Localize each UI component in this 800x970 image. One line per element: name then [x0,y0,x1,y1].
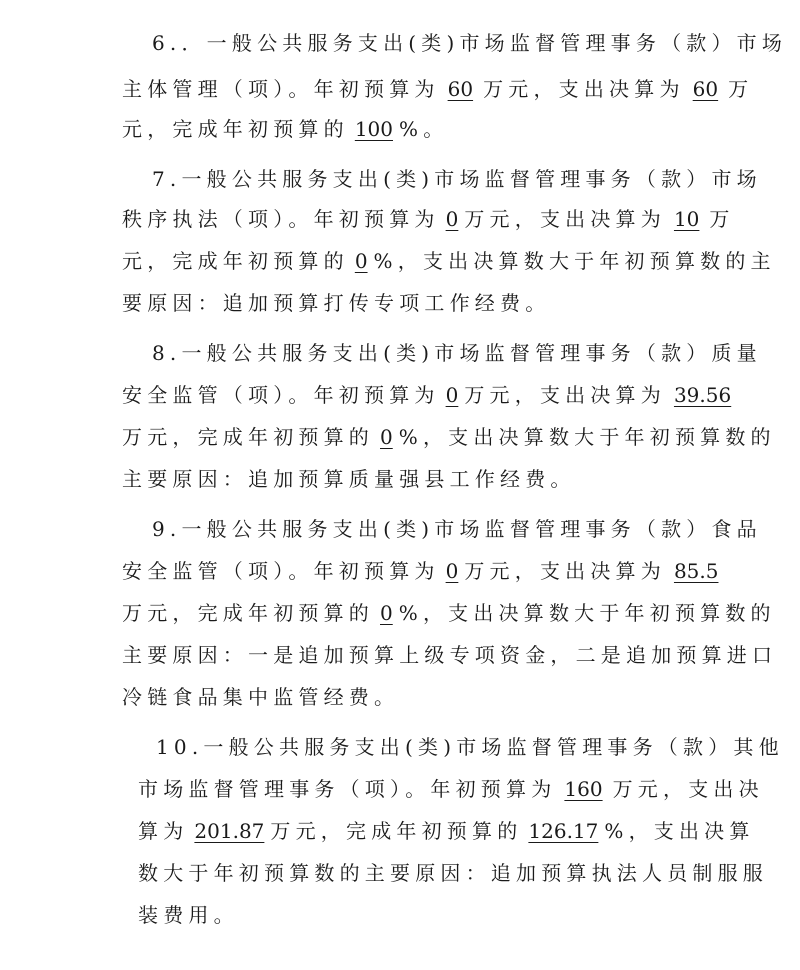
text: %，支出决算数大于年初预算数的 [398,601,776,625]
text: 万元，完成年初预算的 [122,601,374,625]
text: 10.一般公共服务支出(类)市场监督管理事务（款）其他 [156,735,784,759]
text: 主体管理（项）。年初预算为 [122,77,440,101]
text: 市场监督管理事务（项）。年初预算为 [138,777,557,801]
text: 8.一般公共服务支出(类)市场监督管理事务（款）质量 [152,341,762,365]
text: 9.一般公共服务支出(类)市场监督管理事务（款）食品 [152,517,762,541]
final-expenditure-value: 201.87 [194,819,265,843]
paragraph-10-line-4 [138,860,768,886]
text: 数大于年初预算数的主要原因：追加预算执法人员制服服 [138,861,768,885]
text: 万元，支出决算为 [464,559,666,583]
paragraph-8-line-4 [122,466,576,492]
completion-rate-value: 0 [380,601,393,625]
paragraph-6-line-1 [152,30,787,56]
text: 万元，支出决算为 [483,77,685,101]
text: %。 [399,117,449,141]
initial-budget-value: 160 [564,777,603,801]
text: 主要原因：一是追加预算上级专项资金，二是追加预算进口 [122,643,778,667]
final-expenditure-value: 10 [673,207,700,231]
paragraph-7-line-2 [122,206,735,232]
paragraph-8-line-2 [122,382,741,408]
initial-budget-value: 0 [445,207,459,231]
paragraph-6-line-3 [122,116,448,142]
text: 算为 [138,819,189,843]
paragraph-8-line-1 [152,340,762,366]
paragraph-10-line-3 [138,818,755,844]
paragraph-10-line-1 [156,734,784,760]
text: 万元，完成年初预算的 [122,425,374,449]
paragraph-10-line-2 [138,776,764,802]
text: 万元，完成年初预算的 [270,819,523,843]
text: 元，完成年初预算的 [122,249,349,273]
paragraph-9-line-3 [122,600,776,626]
text: 万 [728,77,754,101]
paragraph-9-line-4 [122,642,777,668]
paragraph-6-line-2 [122,76,753,102]
text: %，支出决算 [604,819,755,843]
paragraph-8-line-3 [122,424,776,450]
initial-budget-value: 60 [447,77,474,101]
text: %，支出决算数大于年初预算数的 [398,425,776,449]
paragraph-9-line-2 [122,558,728,584]
paragraph-10-line-5 [138,902,239,928]
paragraph-7-line-1 [152,166,762,192]
text: 万元，支出决算为 [464,207,666,231]
text: 万元，支出决算为 [464,383,666,407]
paragraph-7-line-3 [122,248,776,274]
initial-budget-value: 0 [445,559,459,583]
completion-rate-value: 0 [380,425,393,449]
final-expenditure-value: 85.5 [673,559,719,583]
text: 安全监管（项）。年初预算为 [122,559,440,583]
final-expenditure-value: 60 [692,77,719,101]
paragraph-9-line-5 [122,684,399,710]
completion-rate-value: 126.17 [528,819,599,843]
paragraph-9-line-1 [152,516,762,542]
text: 主要原因：追加预算质量强县工作经费。 [122,467,576,491]
text: 秩序执法（项）。年初预算为 [122,207,440,231]
text: 装费用。 [138,903,239,927]
final-expenditure-value: 39.56 [673,383,732,407]
initial-budget-value: 0 [445,383,459,407]
paragraph-7-line-4 [122,290,550,316]
text: 安全监管（项）。年初预算为 [122,383,440,407]
text: 万元，支出决 [612,777,764,801]
text: 万 [709,207,735,231]
completion-rate-value: 0 [354,249,368,273]
text: 元，完成年初预算的 [122,117,349,141]
completion-rate-value: 100 [354,117,393,141]
text: 冷链食品集中监管经费。 [122,685,400,709]
text: %，支出决算数大于年初预算数的主 [373,249,776,273]
text: 要原因：追加预算打传专项工作经费。 [122,291,551,315]
text: 7.一般公共服务支出(类)市场监督管理事务（款）市场 [152,167,762,191]
text: 6.．一般公共服务支出(类)市场监督管理事务（款）市场 [152,31,788,55]
